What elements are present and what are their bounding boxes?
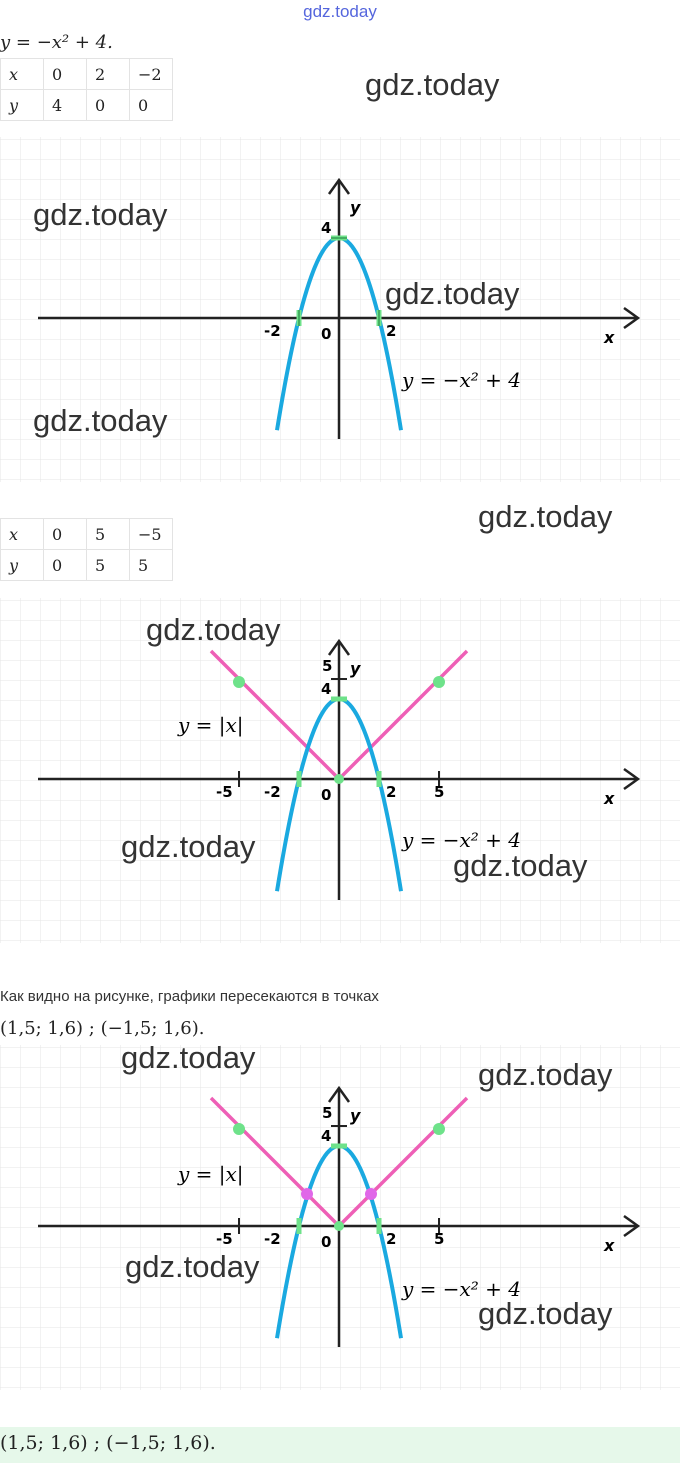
x-axis-label: x (604, 1236, 615, 1255)
value-table-1 (0, 58, 173, 121)
point-origin (334, 774, 344, 784)
watermark: gdz.today (478, 1296, 613, 1331)
table1-y-cell: 0 (130, 90, 173, 121)
table2-x-cell: −5 (130, 519, 173, 550)
table1-x-cell: 0 (44, 59, 87, 90)
site-title[interactable]: gdz.today (303, 2, 377, 21)
y-axis-label: y (350, 198, 361, 217)
tick-0: 0 (321, 1233, 332, 1251)
table2-y-cell: 0 (44, 550, 87, 581)
point-neg5-5 (233, 1123, 245, 1135)
watermark: gdz.today (365, 67, 500, 102)
point-origin (334, 1221, 344, 1231)
tick-neg2: -2 (264, 322, 281, 340)
tick-4: 4 (321, 1127, 332, 1145)
graph-parabola-and-abs (0, 598, 680, 943)
tick-neg2: -2 (264, 783, 281, 801)
tick-neg5: -5 (216, 1230, 233, 1248)
watermark: gdz.today (453, 848, 588, 883)
tick-2: 2 (386, 1230, 397, 1248)
intersection-points: (1,5; 1,6) ; (−1,5; 1,6). (0, 1018, 205, 1039)
point-5-5 (433, 676, 445, 688)
watermark: gdz.today (33, 403, 168, 438)
watermark: gdz.today (478, 499, 613, 534)
tick-0: 0 (321, 786, 332, 804)
intersection-point-left (301, 1188, 313, 1200)
watermark: gdz.today (121, 1045, 256, 1075)
abs-label: y = |x| (178, 1162, 244, 1186)
tick-pos5: 5 (434, 783, 445, 801)
watermark: gdz.today (146, 612, 281, 647)
table1-x-cell: −2 (130, 59, 173, 90)
graph-intersections (0, 1045, 680, 1390)
tick-2: 2 (386, 783, 397, 801)
tick-4: 4 (321, 680, 332, 698)
tick-4: 4 (321, 219, 332, 237)
parabola-label: y = −x² + 4 (402, 368, 522, 392)
equation-heading: y = −x² + 4. (0, 32, 113, 53)
table2-x-header: x (1, 519, 44, 550)
parabola-label: y = −x² + 4 (402, 1277, 522, 1301)
watermark: gdz.today (385, 276, 520, 311)
parabola-label: y = −x² + 4 (402, 828, 522, 852)
answer-text: (1,5; 1,6) ; (−1,5; 1,6). (0, 1432, 216, 1454)
watermark: gdz.today (478, 1057, 613, 1092)
value-table-2 (0, 518, 173, 581)
x-axis-label: x (604, 328, 615, 347)
table1-y-cell: 0 (87, 90, 130, 121)
x-axis-label: x (604, 789, 615, 808)
table2-x-cell: 0 (44, 519, 87, 550)
table2-y-header: y (1, 550, 44, 581)
abs-label: y = |x| (178, 713, 244, 737)
watermark: gdz.today (125, 1249, 260, 1284)
tick-0: 0 (321, 325, 332, 343)
table2-y-cell: 5 (130, 550, 173, 581)
point-neg5-5 (233, 676, 245, 688)
graph-parabola (0, 137, 680, 482)
table2-x-cell: 5 (87, 519, 130, 550)
tick-neg2: -2 (264, 1230, 281, 1248)
answer-box (0, 1427, 680, 1463)
tick-neg5: -5 (216, 783, 233, 801)
tick-pos5: 5 (434, 1230, 445, 1248)
tick-5: 5 (322, 657, 333, 675)
table2-y-cell: 5 (87, 550, 130, 581)
intersection-point-right (365, 1188, 377, 1200)
conclusion-text: Как видно на рисунке, графики пересекаются в точках (0, 988, 379, 1005)
watermark: gdz.today (33, 197, 168, 232)
table1-x-cell: 2 (87, 59, 130, 90)
watermark: gdz.today (121, 829, 256, 864)
y-axis-label: y (350, 659, 361, 678)
tick-2: 2 (386, 322, 397, 340)
table1-y-header: y (1, 90, 44, 121)
point-5-5 (433, 1123, 445, 1135)
table1-x-header: x (1, 59, 44, 90)
table1-y-cell: 4 (44, 90, 87, 121)
tick-5: 5 (322, 1104, 333, 1122)
y-axis-label: y (350, 1106, 361, 1125)
